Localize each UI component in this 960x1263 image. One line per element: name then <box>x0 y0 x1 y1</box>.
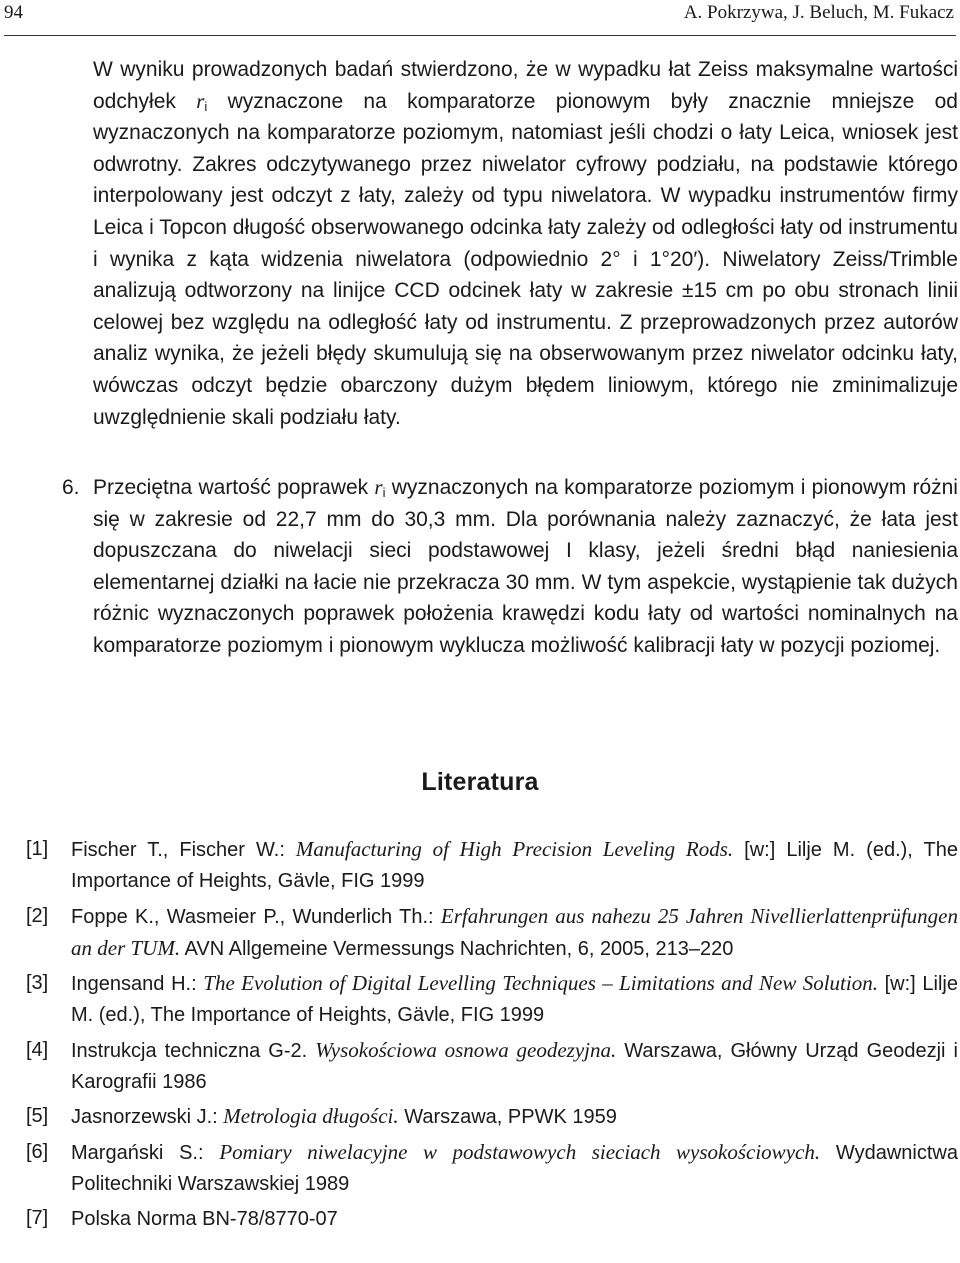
list-text-start: Przeciętna wartość poprawek <box>93 476 375 499</box>
references-heading: Literatura <box>421 768 539 796</box>
r-symbol: r <box>196 88 205 113</box>
reference-authors: Polska Norma BN-78/8770-07 <box>71 1208 338 1231</box>
list-item-number: 6. <box>62 476 80 499</box>
reference-number: [6] <box>26 1140 49 1163</box>
reference-details: [w:] Lilje M. (ed.), The Importance of Heights, Gävle, FIG 1999 <box>71 839 958 893</box>
paragraph <box>93 54 958 433</box>
r-subscript: i <box>204 98 208 114</box>
reference-entry <box>26 1101 958 1133</box>
reference-authors: Ingensand H.: <box>71 973 204 996</box>
reference-number: [4] <box>26 1038 49 1061</box>
paragraph-text-start: W wyniku prowadzonych badań stwierdzono, że w wypadku łat Zeiss maksymalne wartości odchyłek <box>93 58 958 113</box>
reference-details: Wydawnictwa Politechniki Warszawskiej 1989 <box>71 1141 958 1195</box>
reference-details: Warszawa, PPWK 1959 <box>398 1106 617 1129</box>
reference-entry <box>26 901 958 966</box>
reference-title: Manufacturing of High Precision Leveling Rods. <box>295 837 734 861</box>
reference-entry <box>26 1035 958 1099</box>
reference-entry <box>26 1137 958 1201</box>
reference-title: Wysokościowa osnowa geodezyjna. <box>315 1037 617 1062</box>
r-symbol: r <box>374 475 383 499</box>
reference-number: [1] <box>26 838 49 860</box>
reference-title: Erfahrungen aus nahezu 25 Jahren Nivellierlattenprüfungen an der TUM. <box>71 903 958 960</box>
references-list <box>26 834 958 1239</box>
reference-authors: Foppe K., Wasmeier P., Wunderlich Th.: <box>71 905 441 928</box>
r-subscript: i <box>382 485 386 500</box>
reference-entry <box>26 834 958 898</box>
list-item-6 <box>62 472 958 662</box>
header-rule <box>4 35 956 36</box>
reference-title: Metrologia długości. <box>223 1104 399 1129</box>
reference-details: AVN Allgemeine Vermessungs Nachrichten, 6, 2005, 213–220 <box>180 937 734 960</box>
paragraph-text-end: wyznaczone na komparatorze pionowym były znacznie mniejsze od wyznaczonych na komparatorze poziomym, natomiast jeśli chodzi o łaty Leica, wniosek jest odwrotny. Zakres odczytywanego przez niwelator cyfrowy podziału, na podstawie którego interpolowany jest odczyt z łaty, zależy od typu niwelatora. W wypadku instrumentów firmy Leica i Topcon długość obserwowanego odcinka łaty zależy od odległości łaty od instrumentu i wynika z kąta widzenia niwelatora (odpowiednio 2° i 1°20′). Niwelatory Zeiss/Trimble analizują odtworzony na linijce CCD odcinek łaty w zakresie ±15 cm po obu stronach linii celowej bez względu na odległość łaty od instrumentu. Z przeprowadzonych przez autorów analiz wynika, że jeżeli błędy skumulują się na obserwowanym przez niwelator odcinku łaty, wówczas odczyt będzie obarczony dużym błędem liniowym, którego nie zminimalizuje uwzględnienie skali podziału łaty. <box>93 89 958 429</box>
reference-number: [2] <box>26 904 49 927</box>
reference-number: [3] <box>26 972 49 995</box>
reference-number: [7] <box>26 1207 49 1230</box>
page-number: 94 <box>4 2 23 23</box>
list-text-end: wyznaczonych na komparatorze poziomym i pionowym różni się w zakresie od 22,7 mm do 30,3 mm. Dla porównania należy zaznaczyć, że łata jest dopuszczana do niwelacji sieci podstawowej I klasy, jeżeli średni błąd naniesienia elementarnej działki na łacie nie przekracza 30 mm. W tym aspekcie, wystąpienie tak dużych różnic wyznaczonych poprawek położenia krawędzi kodu łaty od wartości nominalnych na komparatorze poziomym i pionowym wyklucza możliwość kalibracji łaty w pozycji poziomej. <box>93 476 958 657</box>
reference-number: [5] <box>26 1105 49 1128</box>
reference-authors: Fischer T., Fischer W.: <box>71 839 296 861</box>
reference-title: Pomiary niwelacyjne w podstawowych sieciach wysokościowych. <box>219 1139 821 1164</box>
running-head <box>4 0 954 30</box>
body-paragraph <box>93 54 958 433</box>
running-head-authors: A. Pokrzywa, J. Beluch, M. Fukacz <box>683 2 954 23</box>
reference-authors: Margański S.: <box>71 1141 220 1164</box>
reference-authors: Jasnorzewski J.: <box>71 1106 224 1129</box>
reference-details: Warszawa, Główny Urząd Geodezji i Karografii 1986 <box>71 1039 958 1094</box>
reference-entry <box>26 968 958 1032</box>
reference-authors: Instrukcja techniczna G-2. <box>71 1039 316 1062</box>
reference-title: The Evolution of Digital Levelling Techniques – Limitations and New Solution. <box>203 971 878 996</box>
reference-details: [w:] Lilje M. (ed.), The Importance of Heights, Gävle, FIG 1999 <box>71 973 958 1027</box>
reference-entry <box>26 1203 958 1235</box>
list-item-text <box>93 472 958 662</box>
